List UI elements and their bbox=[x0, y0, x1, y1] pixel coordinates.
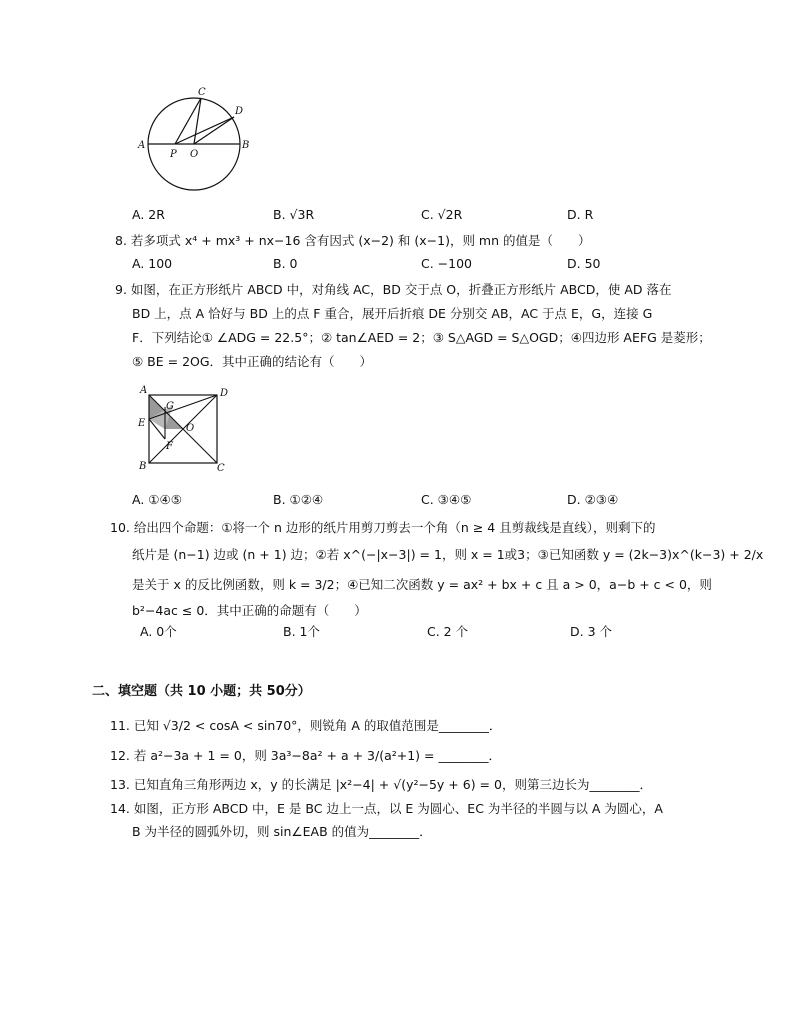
q11-text: 11. 已知 √3/2 < cosA < sin70°，则锐角 A 的取值范围是________． bbox=[110, 718, 502, 733]
sq-label-g: G bbox=[166, 401, 174, 412]
sq-label-o: O bbox=[186, 423, 195, 434]
q14-line-2: B 为半径的圆弧外切，则 sin∠EAB 的值为________． bbox=[132, 824, 432, 839]
q10-option-c: C. 2 个 bbox=[427, 624, 469, 639]
square-figure bbox=[135, 383, 235, 475]
circle-figure bbox=[135, 84, 260, 199]
q12-text: 12. 若 a²−3a + 1 = 0，则 3a³−8a² + a + 3/(a²+1) = ________． bbox=[110, 748, 501, 763]
q10-line-2: 纸片是 (n−1) 边或 (n + 1) 边；②若 x^(−|x−3|) = 1，则 x = 1或3；③已知函数 y = (2k−3)x^(k−3) + 2/x bbox=[132, 547, 764, 562]
q10-option-b: B. 1个 bbox=[283, 624, 320, 639]
q13-text: 13. 已知直角三角形两边 x，y 的长满足 |x²−4| + √(y²−5y + 6) = 0，则第三边长为________． bbox=[110, 777, 652, 792]
q9-line-4: ⑤ BE = 2OG．其中正确的结论有（ ） bbox=[132, 354, 373, 369]
q10-line-1: 10. 给出四个命题：①将一个 n 边形的纸片用剪刀剪去一个角（n ≥ 4 且剪裁线是直线），则剩下的 bbox=[110, 520, 656, 535]
sq-label-d: D bbox=[220, 388, 229, 399]
q9-line-1: 9. 如图，在正方形纸片 ABCD 中，对角线 AC，BD 交于点 O，折叠正方形纸片 ABCD，使 AD 落在 bbox=[115, 282, 672, 297]
section-heading: 二、填空题（共 10 小题；共 50分） bbox=[92, 684, 311, 699]
q9-line-3: F．下列结论① ∠ADG = 22.5°；② tan∠AED = 2；③ S△AGD = S△OGD；④四边形 AEFG 是菱形； bbox=[132, 330, 711, 345]
q8-option-b: B. 0 bbox=[273, 256, 298, 271]
label-o: O bbox=[190, 149, 199, 160]
q10-option-d: D. 3 个 bbox=[570, 624, 612, 639]
sq-label-c: C bbox=[217, 463, 225, 474]
q14-line-1: 14. 如图，正方形 ABCD 中，E 是 BC 边上一点，以 E 为圆心、EC 为半径的半圆与以 A 为圆心，A bbox=[110, 801, 663, 816]
q7-option-b: B. √3R bbox=[273, 207, 315, 222]
q9-line-2: BD 上，点 A 恰好与 BD 上的点 F 重合，展开后折痕 DE 分别交 AB，AC 于点 E，G，连接 G bbox=[132, 306, 653, 321]
sq-label-f: F bbox=[166, 441, 173, 452]
label-a: A bbox=[138, 140, 146, 151]
q8-option-c: C. −100 bbox=[421, 256, 473, 271]
q9-option-b: B. ①②④ bbox=[273, 492, 324, 507]
label-d: D bbox=[235, 106, 244, 117]
q10-line-4: b²−4ac ≤ 0．其中正确的命题有（ ） bbox=[132, 603, 367, 618]
q9-option-a: A. ①④⑤ bbox=[132, 492, 182, 507]
sq-label-a: A bbox=[140, 385, 148, 396]
label-c: C bbox=[198, 87, 206, 98]
q10-line-3: 是关于 x 的反比例函数，则 k = 3/2；④已知二次函数 y = ax² + bx + c 且 a > 0，a−b + c < 0，则 bbox=[132, 577, 712, 592]
q7-option-a: A. 2R bbox=[132, 207, 165, 222]
sq-label-e: E bbox=[138, 418, 146, 429]
q7-option-d: D. R bbox=[567, 207, 594, 222]
q9-option-c: C. ③④⑤ bbox=[421, 492, 472, 507]
label-b: B bbox=[242, 140, 250, 151]
q8-text: 8. 若多项式 x⁴ + mx³ + nx−16 含有因式 (x−2) 和 (x−1)，则 mn 的值是（ ） bbox=[115, 233, 591, 248]
q8-option-a: A. 100 bbox=[132, 256, 173, 271]
q8-option-d: D. 50 bbox=[567, 256, 601, 271]
q10-option-a: A. 0个 bbox=[140, 624, 177, 639]
sq-label-b: B bbox=[139, 461, 147, 472]
label-p: P bbox=[170, 149, 177, 160]
q9-option-d: D. ②③④ bbox=[567, 492, 619, 507]
q7-option-c: C. √2R bbox=[421, 207, 463, 222]
